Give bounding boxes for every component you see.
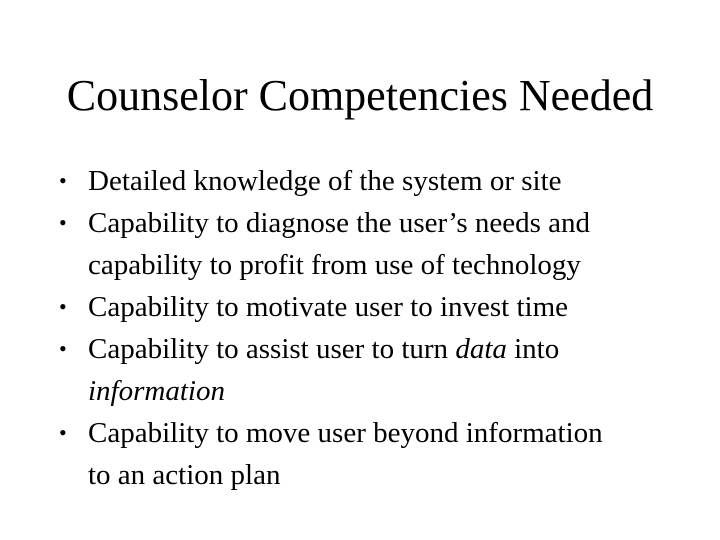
bullet-text: Capability to move user beyond information [88, 417, 603, 449]
bullet-text: Detailed knowledge of the system or site [88, 165, 562, 197]
bullet-text-continued [88, 370, 690, 412]
italic-term-data: data [455, 333, 507, 365]
bullet-dot-icon: • [59, 168, 67, 193]
italic-term-information: information [88, 375, 225, 407]
bullet-item [50, 202, 690, 286]
bullet-item [50, 286, 690, 328]
bullet-text: Capability to diagnose the user’s needs and [88, 207, 591, 239]
bullet-text: Capability to motivate user to invest time [88, 291, 569, 323]
bullet-item [50, 328, 690, 412]
bullet-text-continued: to an action plan [88, 459, 281, 491]
bullet-text-segment: into [506, 333, 560, 365]
bullet-dot-icon: • [59, 294, 67, 319]
bullet-list [50, 160, 690, 496]
bullet-dot-icon: • [59, 336, 67, 361]
bullet-text-continued: capability to profit from use of technology [88, 249, 581, 281]
bullet-dot-icon: • [59, 420, 67, 445]
slide-title: Counselor Competencies Needed [66, 71, 654, 120]
bullet-item [50, 160, 690, 202]
bullet-text-segment: Capability to assist user to turn [88, 333, 456, 365]
bullet-item [50, 412, 690, 496]
bullet-text [88, 328, 690, 370]
bullet-dot-icon: • [59, 210, 67, 235]
